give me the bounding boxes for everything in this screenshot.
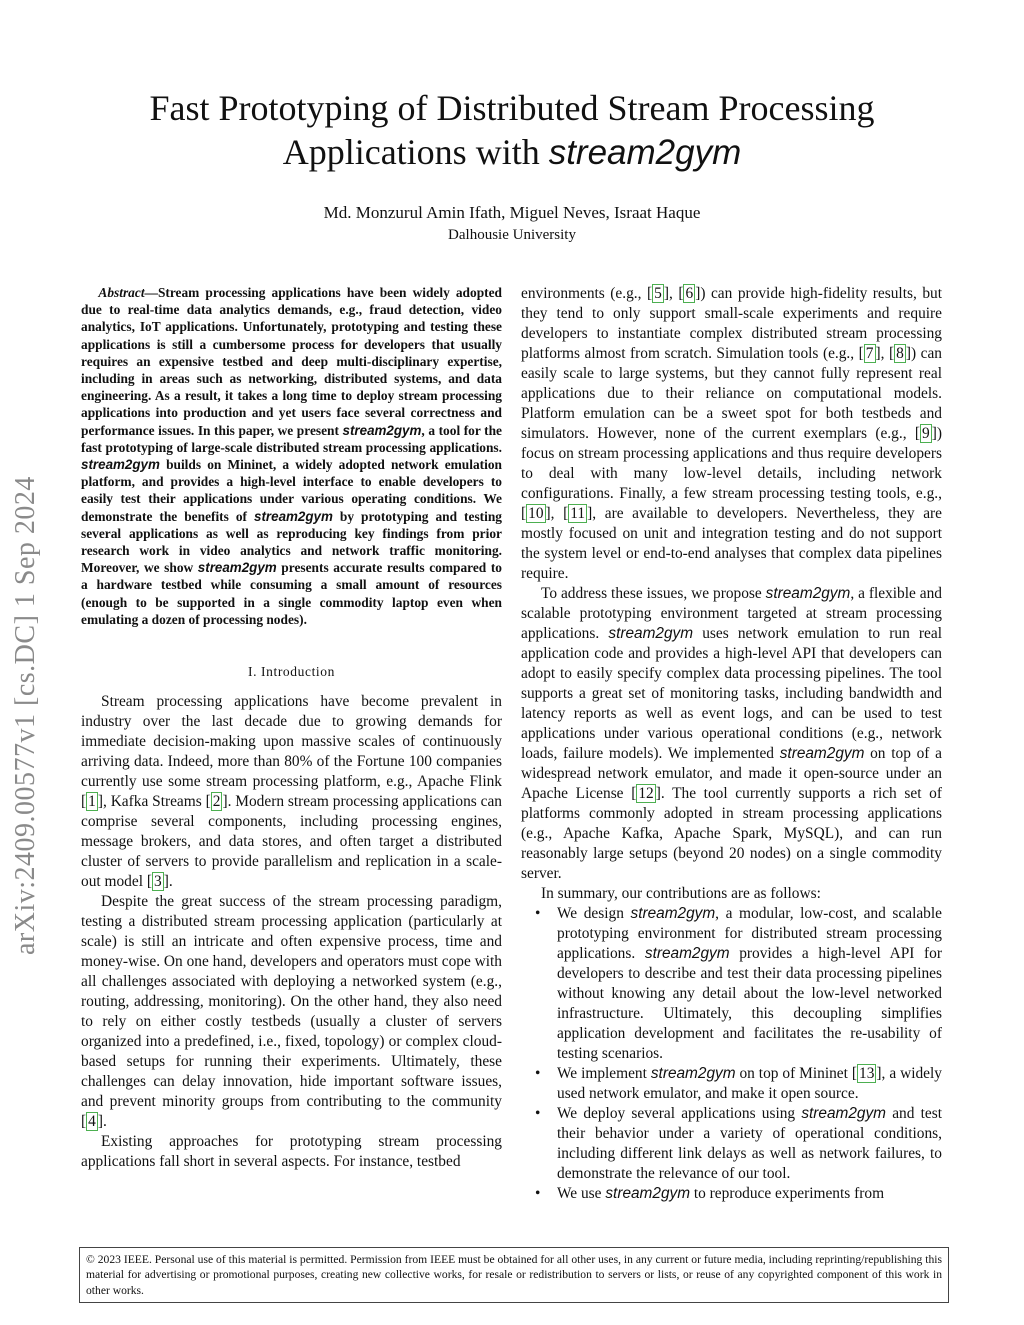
item-text: provides a high-level API for developers to describe and test their data processing pipelines without knowing any detail about the low-level networked infrastructure. Ultimately, this decoupling simplifies application development and facilitates the re-usability of testing scenarios. (557, 945, 942, 1062)
paragraph-text: , (880, 345, 890, 362)
item-text: We use (557, 1185, 606, 1202)
citation-link-12[interactable]: 12 (638, 785, 654, 802)
citation-link-8[interactable]: 8 (896, 345, 904, 362)
intro-paragraph-3-continued: environments (e.g., [ 5 ], [ 6 ]) can provide high-fidelity results, but they tend to only support small-scale experiments and require developers to instantiate complex distributed stream processing platforms almost from scratch. Simulation tools (e.g., [ 7 ], [ 8 ]) can easily scale to large systems, but they cannot fully represent real applications due to their reliance on computational models. Platform emulation can be a sweet spot for both testbeds and simulators. However, none of the current exemplars (e.g., [ 9 ]) focus on stream processing applications and thus require developers to deal with many low-level details, including network configurations. Finally, a few stream processing testing tools, e.g., [ 10 ], [ 11 ], are available to developers. Nevertheless, they are mostly focused on unit and integration testing and do not support the system level or end-to-end analyses that complex data pipelines require. (521, 285, 942, 582)
paragraph-text: . (168, 873, 173, 891)
item-text: to reproduce experiments from (690, 1185, 885, 1202)
intro-paragraph-2: Despite the great success of the stream processing paradigm, testing a distributed stream processing application (particularly at scale) is still an intricate and often expensive process, time and money-wise. On one hand, developers and operators must cope with all challenges associated with deploying a networked system (e.g., routing, addressing, monitoring). On the other hand, they also need to rely on either costly testbeds (usually a cluster of servers organized into a predefined, i.e., fixed, topology) or complex cloud-based setups for running their experiments. Ultimately, these challenges can delay innovation, hide important software issues, and prevent minority groups from contributing to the community [ 4 ]. (81, 893, 502, 1131)
citation-link-2[interactable]: 2 (212, 793, 221, 811)
title-line-2-prefix: Applications with (282, 132, 549, 172)
list-item: • We implement stream2gym on top of Mininet [ 13 ], a widely used network emulator, and make it open source. (535, 1065, 942, 1102)
paragraph-text: , Kafka Streams (102, 793, 206, 811)
citation-link-10[interactable]: 10 (528, 505, 544, 522)
abstract-text-5: presents accurate results compared to a hardware testbed while consuming a small amount of resources (enough to be supported in a single commodity laptop even when emulating a dozen of processing nodes). (81, 560, 502, 627)
paragraph-text: , a flexible and scalable prototyping environment targeted at stream processing applications. (521, 585, 943, 642)
tool-name: stream2gym (765, 585, 851, 602)
abstract-text-1: Stream processing applications have been widely adopted due to real-time data analytics demands, e.g., fraud detection, video analytics, IoT applications. Unfortunately, prototyping and testing these applications is still a cumbersome process for developers that usually requires an expensive testbed and deep multi-disciplinary expertise, including in areas such as networking, distributed systems, and data engineering. As a result, it takes a long time to deploy stream processing applications into production and yet users face several correctness and performance issues. In this paper, we present (81, 285, 502, 438)
paragraph-text: . Modern stream processing applications can comprise several components, including processing engines, message brokers, and data stores, and often target a distributed cluster of servers to provide parallelism and replication in a scale-out model (81, 793, 503, 891)
paper-title (80, 86, 944, 175)
arxiv-identifier: arXiv:2409.00577v1 [cs.DC] 1 Sep 2024 (10, 476, 41, 955)
abstract-text-2: , a tool for the fast prototyping of large-scale distributed stream processing applications. (81, 422, 502, 455)
list-item (521, 1184, 942, 1204)
paragraph-text: environments (e.g., (521, 285, 647, 302)
right-column (521, 284, 942, 1204)
citation-link-1[interactable]: 1 (88, 793, 96, 811)
list-item (521, 1104, 942, 1184)
bullet-icon: • (535, 905, 541, 922)
author-list: Md. Monzurul Amin Ifath, Miguel Neves, Israat Haque (323, 203, 701, 222)
abstract-text-4: by prototyping and testing several applications as well as reproducing key findings from prior research work in video analytics and network traffic monitoring. Moreover, we show (81, 508, 502, 576)
citation-link-7[interactable]: 7 (865, 345, 874, 362)
bullet-icon: • (535, 1065, 541, 1082)
intro-paragraph-1: Stream processing applications have become prevalent in industry over the last decade due to growing demands for immediate decision-making upon massive scales of continuously arriving data. Indeed, more than 80% of the Fortune 100 companies currently use some stream processing platform, e.g., Apache Flink [ 1 ], Kafka Streams [ 2 ]. Modern stream processing applications can comprise several components, including processing engines, message brokers, and data stores, and often target a distributed cluster of servers to provide parallelism and replication in a scale-out model [ 3 ]. (81, 693, 503, 891)
list-item (521, 904, 942, 1064)
item-text: and test their behavior under a variety of operational conditions, including different link delays as well as network failures, to demonstrate the relevance of our tool. (557, 1105, 942, 1182)
paragraph-text: , (668, 285, 679, 302)
item-text: We deploy several applications using (557, 1105, 802, 1122)
paragraph-text: , are available to developers. Nevertheless, they are mostly focused on unit and integration testing and do not support the system level or end-to-end analyses that complex data pipelines require. (521, 505, 942, 582)
abstract-dash: — (144, 285, 158, 300)
citation-link-6[interactable]: 6 (685, 285, 694, 302)
paragraph-text: ) focus on stream processing applications and thus require developers to deal with many low-level details, including network configurations. Finally, a few stream processing testing tools, e.g., (521, 425, 942, 502)
paragraph-text: . The tool currently supports a rich set of platforms commonly adopted in stream processing applications (e.g., Apache Kafka, Apache Spark, MySQL), and can run reasonably large setups (beyond 20 nodes) on a single commodity server. (521, 785, 942, 882)
citation-link-4[interactable]: 4 (88, 1113, 96, 1131)
bullet-icon: • (535, 1185, 541, 1202)
tool-name: stream2gym (650, 1065, 736, 1082)
item-text: , a modular, low-cost, and scalable prototyping environment for distributed stream processing applications. (557, 905, 942, 962)
abstract (81, 284, 502, 628)
paragraph-text: uses network emulation to run real application code and provides a high-level API that developers can adopt to easily specify complex data processing pipelines. The tool supports a great set of monitoring tasks, including bandwidth and latency reports as well as event logs, and can be used to test applications under various operational conditions (e.g., network loads, failure models). We implemented (521, 625, 942, 762)
paragraph-text: Stream processing applications have become prevalent in industry over the last decade due to growing demands for immediate decision-making upon massive scales of continuously arriving data. Indeed, more than 80% of the Fortune 100 companies currently use some stream processing platform, e.g., Apache Flink (81, 693, 502, 791)
tool-name: stream2gym (197, 560, 277, 576)
tool-name: stream2gym (605, 1185, 691, 1202)
intro-paragraph-5: In summary, our contributions are as follows: (541, 885, 821, 902)
paragraph-text: ) can provide high-fidelity results, but they tend to only support small-scale experiments and require developers to instantiate complex distributed stream processing platforms almost from scratch. Simulation tools (e.g., (521, 285, 942, 362)
title-tool-name: stream2gym (548, 133, 742, 172)
abstract-label: Abstract (98, 285, 145, 300)
paragraph-text: . (102, 1113, 107, 1131)
paragraph-text: Despite the great success of the stream processing paradigm, testing a distributed stream processing application (particularly at scale) is still an intricate and often expensive process, time and money-wise. On one hand, developers and operators must cope with all challenges associated with deploying a networked system (e.g., routing, addressing, monitoring). On the other hand, they also need to rely on either costly testbeds (usually a cluster of servers organized into a predefined, i.e., fixed, topology) or complex cloud-based setups for running their experiments. Ultimately, these challenges can delay innovation, hide important software issues, and prevent minority groups from contributing to the community (81, 893, 502, 1111)
citation-link-13[interactable]: 13 (859, 1065, 875, 1082)
intro-paragraph-3: Existing approaches for prototyping stream processing applications fall short in several aspects. For instance, testbed (81, 1133, 502, 1171)
citation-link-9[interactable]: 9 (922, 425, 930, 442)
paragraph-text: ) can easily scale to large systems, but they cannot fully represent real applications due to their reliance on computational models. Platform emulation can be a sweet spot for both testbeds and simulators. However, none of the current exemplars (e.g., (521, 345, 942, 442)
tool-name: stream2gym (81, 457, 160, 473)
tool-name: stream2gym (254, 508, 333, 524)
tool-name: stream2gym (779, 745, 865, 762)
bullet-icon: • (535, 1105, 541, 1122)
tool-name: stream2gym (630, 905, 716, 922)
item-text: We implement (557, 1065, 651, 1082)
citation-link-11[interactable]: 11 (570, 505, 586, 522)
item-text: , a widely used network emulator, and make it open source. (557, 1065, 942, 1102)
citation-link-3[interactable]: 3 (153, 873, 162, 891)
paragraph-text: , (550, 505, 564, 522)
abstract-text-3: builds on Mininet, a widely adopted network emulation platform, and provides a high-level interface to enable developers to easily test their applications under various operating conditions. We demonstrate the benefits of (81, 457, 502, 524)
title-line-1: Fast Prototyping of Distributed Stream Processing (149, 88, 875, 128)
section-heading-introduction: I. Introduction (248, 664, 335, 680)
paragraph-text: on top of a widespread network emulator, and made it open-source under an Apache License (521, 745, 942, 802)
left-column (81, 284, 502, 1172)
item-text: on top of Mininet (735, 1065, 852, 1082)
contributions-list (521, 904, 942, 1204)
affiliation: Dalhousie University (448, 227, 576, 243)
item-text: We design (557, 905, 631, 922)
citation-link-5[interactable]: 5 (654, 285, 662, 302)
intro-paragraph-4: To address these issues, we propose stream2gym, a flexible and scalable prototyping environment targeted at stream processing applications. stream2gym uses network emulation to run real application code and provides a high-level API that developers can adopt to easily specify complex data processing pipelines. The tool supports a great set of monitoring tasks, including bandwidth and latency reports as well as event logs, and can be used to test applications under various operational conditions (e.g., network loads, failure models). We implemented stream2gym on top of a widespread network emulator, and made it open-source under an Apache License [ 12 ]. The tool currently supports a rich set of platforms commonly adopted in stream processing applications (e.g., Apache Kafka, Apache Spark, MySQL), and can run reasonably large setups (beyond 20 nodes) on a single commodity server. (521, 585, 943, 882)
tool-name: stream2gym (801, 1105, 886, 1122)
tool-name: stream2gym (644, 945, 730, 962)
paragraph-text: To address these issues, we propose (541, 585, 766, 602)
tool-name: stream2gym (608, 625, 694, 642)
tool-name: stream2gym (342, 422, 422, 438)
copyright-notice: © 2023 IEEE. Personal use of this material is permitted. Permission from IEEE must be obtained for all other uses, in any current or future media, including reprinting/republishing this material for advertising or promotional purposes, creating new collective works, for resale or redistribution to servers or lists, or reuse of any copyrighted component of this work in other works. (79, 1247, 949, 1303)
